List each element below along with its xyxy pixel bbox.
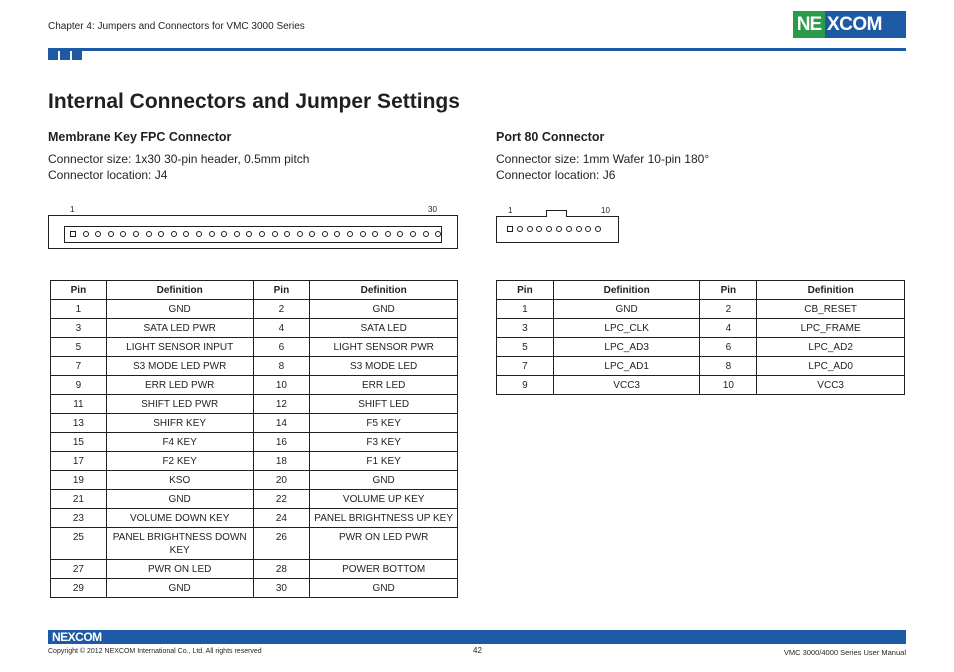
pin-circle-icon (146, 231, 152, 237)
pin-circle-icon (347, 231, 353, 237)
definition-cell: SHIFT LED (310, 395, 458, 414)
table-header-row (497, 281, 905, 300)
pin-circle-icon (284, 231, 290, 237)
pin-cell: 4 (700, 319, 757, 338)
definition-cell: PWR ON LED (106, 560, 253, 579)
pin-circle-icon (546, 226, 552, 232)
pin-cell: 9 (497, 376, 554, 395)
pin1-square-icon (70, 231, 76, 237)
pin-cell: 20 (253, 471, 310, 490)
pin-cell: 25 (51, 528, 107, 560)
membrane-location: Connector location: J4 (48, 168, 168, 182)
table-row (51, 319, 458, 338)
pin-cell: 3 (51, 319, 107, 338)
manual-title: VMC 3000/4000 Series User Manual (783, 648, 906, 657)
pin-cell: 23 (51, 509, 107, 528)
pin-circle-icon (183, 231, 189, 237)
footer-logo: NEXCOM (52, 630, 102, 644)
pin-circle-icon (435, 231, 441, 237)
pin-circle-icon (410, 231, 416, 237)
definition-cell: GND (106, 300, 253, 319)
pin-circle-icon (196, 231, 202, 237)
pin-circle-icon (95, 231, 101, 237)
pin-circle-icon (246, 231, 252, 237)
definition-cell: LPC_AD1 (553, 357, 700, 376)
port80-pin-table (496, 280, 905, 395)
definition-cell: GND (310, 579, 458, 598)
logo-green-part: NE (793, 11, 825, 38)
definition-header: Definition (310, 281, 458, 300)
definition-cell: F4 KEY (106, 433, 253, 452)
page-number: 42 (473, 646, 482, 655)
header-rule (48, 48, 906, 51)
footer-bar (48, 630, 906, 644)
pin-circle-icon (423, 231, 429, 237)
definition-cell: VOLUME UP KEY (310, 490, 458, 509)
pin-cell: 27 (51, 560, 107, 579)
definition-cell: VCC3 (757, 376, 905, 395)
definition-cell: VOLUME DOWN KEY (106, 509, 253, 528)
table-row (51, 528, 458, 560)
pin-cell: 17 (51, 452, 107, 471)
pin-cell: 2 (700, 300, 757, 319)
pin-circle-icon (334, 231, 340, 237)
pin-cell: 24 (253, 509, 310, 528)
definition-cell: S3 MODE LED PWR (106, 357, 253, 376)
port80-pin-last: 10 (601, 206, 610, 215)
table-row (51, 490, 458, 509)
table-row (51, 579, 458, 598)
port80-location: Connector location: J6 (496, 168, 616, 182)
definition-cell: F2 KEY (106, 452, 253, 471)
definition-cell: LIGHT SENSOR PWR (310, 338, 458, 357)
pin-circle-icon (595, 226, 601, 232)
pin-cell: 2 (253, 300, 310, 319)
table-row (51, 452, 458, 471)
pin-cell: 3 (497, 319, 554, 338)
definition-cell: F3 KEY (310, 433, 458, 452)
table-row (51, 376, 458, 395)
definition-cell: KSO (106, 471, 253, 490)
pin-cell: 21 (51, 490, 107, 509)
definition-cell: GND (310, 300, 458, 319)
pin-header: Pin (51, 281, 107, 300)
chapter-title: Chapter 4: Jumpers and Connectors for VMC 3000 Series (48, 21, 305, 32)
page-title: Internal Connectors and Jumper Settings (48, 90, 460, 113)
pin-cell: 22 (253, 490, 310, 509)
table-row (497, 376, 905, 395)
pin-circle-icon (576, 226, 582, 232)
pin-circle-icon (209, 231, 215, 237)
table-row (51, 509, 458, 528)
definition-header: Definition (106, 281, 253, 300)
header-squares (48, 51, 82, 60)
square-icon (48, 51, 58, 60)
membrane-pin-last: 30 (428, 205, 437, 214)
pin-circle-icon (566, 226, 572, 232)
nexcom-logo (793, 11, 906, 38)
port80-pin-row (507, 226, 601, 232)
definition-cell: GND (106, 579, 253, 598)
pin-circle-icon (517, 226, 523, 232)
pin-cell: 14 (253, 414, 310, 433)
definition-cell: SHIFT LED PWR (106, 395, 253, 414)
pin-cell: 8 (253, 357, 310, 376)
table-row (497, 300, 905, 319)
definition-cell: CB_RESET (757, 300, 905, 319)
pin-cell: 1 (497, 300, 554, 319)
membrane-pin-first: 1 (70, 205, 75, 214)
pin-circle-icon (322, 231, 328, 237)
pin-circle-icon (158, 231, 164, 237)
definition-header: Definition (757, 281, 905, 300)
table-row (51, 471, 458, 490)
definition-cell: S3 MODE LED (310, 357, 458, 376)
definition-cell: LPC_AD3 (553, 338, 700, 357)
pin-circle-icon (360, 231, 366, 237)
pin-circle-icon (397, 231, 403, 237)
pin-circle-icon (120, 231, 126, 237)
definition-cell: LIGHT SENSOR INPUT (106, 338, 253, 357)
pin-circle-icon (556, 226, 562, 232)
table-row (51, 433, 458, 452)
pin-cell: 29 (51, 579, 107, 598)
pin-cell: 7 (51, 357, 107, 376)
pin-circle-icon (234, 231, 240, 237)
pin-cell: 7 (497, 357, 554, 376)
pin-cell: 26 (253, 528, 310, 560)
pin-cell: 1 (51, 300, 107, 319)
pin-circle-icon (536, 226, 542, 232)
pin-circle-icon (83, 231, 89, 237)
membrane-heading: Membrane Key FPC Connector (48, 130, 232, 144)
definition-cell: F1 KEY (310, 452, 458, 471)
definition-cell: LPC_AD2 (757, 338, 905, 357)
table-row (51, 357, 458, 376)
pin-cell: 11 (51, 395, 107, 414)
definition-cell: F5 KEY (310, 414, 458, 433)
pin-header: Pin (497, 281, 554, 300)
table-row (497, 357, 905, 376)
pin-circle-icon (259, 231, 265, 237)
definition-cell: SHIFR KEY (106, 414, 253, 433)
pin-circle-icon (171, 231, 177, 237)
pin-circle-icon (272, 231, 278, 237)
definition-cell: PWR ON LED PWR (310, 528, 458, 560)
pin-cell: 5 (51, 338, 107, 357)
pin-header: Pin (253, 281, 310, 300)
table-header-row (51, 281, 458, 300)
membrane-pin-row (70, 231, 441, 237)
pin1-square-icon (507, 226, 513, 232)
pin-cell: 15 (51, 433, 107, 452)
pin-circle-icon (309, 231, 315, 237)
table-row (51, 414, 458, 433)
pin-cell: 18 (253, 452, 310, 471)
pin-cell: 5 (497, 338, 554, 357)
pin-cell: 19 (51, 471, 107, 490)
definition-cell: POWER BOTTOM (310, 560, 458, 579)
pin-circle-icon (297, 231, 303, 237)
definition-cell: PANEL BRIGHTNESS UP KEY (310, 509, 458, 528)
table-row (51, 560, 458, 579)
pin-cell: 16 (253, 433, 310, 452)
pin-cell: 4 (253, 319, 310, 338)
pin-circle-icon (372, 231, 378, 237)
pin-circle-icon (221, 231, 227, 237)
table-row (51, 395, 458, 414)
definition-cell: GND (553, 300, 700, 319)
logo-text: XCOM (827, 13, 882, 35)
pin-cell: 30 (253, 579, 310, 598)
pin-circle-icon (527, 226, 533, 232)
definition-cell: LPC_FRAME (757, 319, 905, 338)
definition-header: Definition (553, 281, 700, 300)
pin-header: Pin (700, 281, 757, 300)
pin-circle-icon (133, 231, 139, 237)
pin-cell: 9 (51, 376, 107, 395)
definition-cell: PANEL BRIGHTNESS DOWN KEY (106, 528, 253, 560)
definition-cell: SATA LED (310, 319, 458, 338)
pin-circle-icon (585, 226, 591, 232)
pin-cell: 8 (700, 357, 757, 376)
pin-cell: 10 (700, 376, 757, 395)
pin-cell: 13 (51, 414, 107, 433)
definition-cell: GND (106, 490, 253, 509)
port80-pin-first: 1 (508, 206, 513, 215)
copyright: Copyright © 2012 NEXCOM International Co., Ltd. All rights reserved (48, 648, 262, 655)
pin-circle-icon (385, 231, 391, 237)
definition-cell: ERR LED PWR (106, 376, 253, 395)
table-row (51, 338, 458, 357)
pin-cell: 6 (700, 338, 757, 357)
definition-cell: LPC_AD0 (757, 357, 905, 376)
pin-cell: 12 (253, 395, 310, 414)
table-row (497, 338, 905, 357)
port80-heading: Port 80 Connector (496, 130, 605, 144)
table-row (51, 300, 458, 319)
square-icon (60, 51, 70, 60)
definition-cell: GND (310, 471, 458, 490)
membrane-size: Connector size: 1x30 30-pin header, 0.5mm pitch (48, 152, 310, 166)
port80-size: Connector size: 1mm Wafer 10-pin 180° (496, 152, 710, 166)
definition-cell: VCC3 (553, 376, 700, 395)
pin-circle-icon (108, 231, 114, 237)
table-row (497, 319, 905, 338)
definition-cell: LPC_CLK (553, 319, 700, 338)
definition-cell: SATA LED PWR (106, 319, 253, 338)
definition-cell: ERR LED (310, 376, 458, 395)
pin-cell: 6 (253, 338, 310, 357)
square-icon (72, 51, 82, 60)
membrane-pin-table (50, 280, 458, 598)
pin-cell: 28 (253, 560, 310, 579)
pin-cell: 10 (253, 376, 310, 395)
